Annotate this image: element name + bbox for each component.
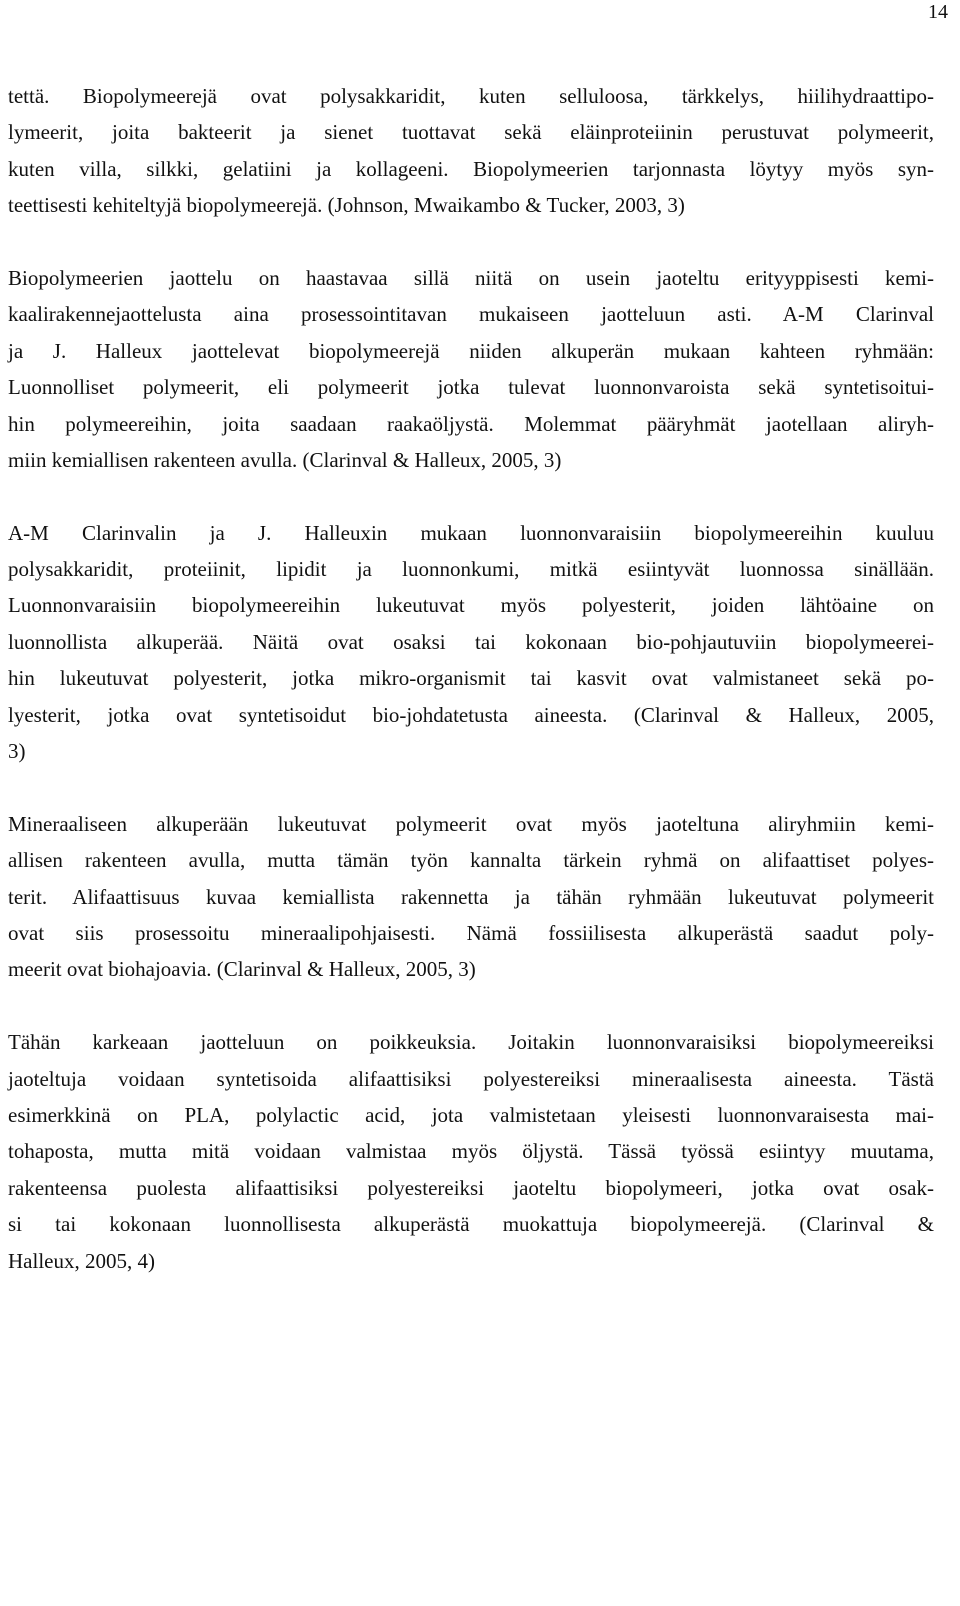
text-line: miin kemiallisen rakenteen avulla. (Clarinval & Halleux, 2005, 3) <box>8 447 562 472</box>
text-line: kaalirakennejaottelusta aina prosessointitavan mukaiseen jaotteluun asti. A-M Clarinval <box>8 302 934 327</box>
text-line: Mineraaliseen alkuperään lukeutuvat polymeerit ovat myös jaoteltuna aliryhmiin kemi- <box>8 811 934 836</box>
text-line: Tähän karkeaan jaotteluun on poikkeuksia. Joitakin luonnonvaraisiksi biopolymeereiksi <box>8 1030 934 1055</box>
text-line: ovat siis prosessoitu mineraalipohjaisesti. Nämä fossiilisesta alkuperästä saadut poly- <box>8 920 934 945</box>
text-line: allisen rakenteen avulla, mutta tämän työn kannalta tärkein ryhmä on alifaattiset polyes- <box>8 848 934 873</box>
document-body <box>8 78 934 1279</box>
paragraph-gap <box>8 988 934 1024</box>
paragraph-3 <box>8 515 934 770</box>
text-line: Halleux, 2005, 4) <box>8 1248 155 1273</box>
paragraph-gap <box>8 478 934 514</box>
text-line: A-M Clarinvalin ja J. Halleuxin mukaan luonnonvaraisiin biopolymeereihin kuuluu <box>8 520 934 545</box>
text-line: lymeerit, joita bakteerit ja sienet tuottavat sekä eläinproteiinin perustuvat polymeerit, <box>8 120 934 145</box>
paragraph-4 <box>8 806 934 988</box>
text-line: tettä. Biopolymeerejä ovat polysakkaridit, kuten selluloosa, tärkkelys, hiilihydraattipo- <box>8 84 934 108</box>
text-line: si tai kokonaan luonnollisesta alkuperästä muokattuja biopolymeerejä. (Clarinval & <box>8 1212 934 1237</box>
text-line: terit. Alifaattisuus kuvaa kemiallista rakennetta ja tähän ryhmään lukeutuvat polymeerit <box>8 884 934 909</box>
text-line: polysakkaridit, proteiinit, lipidit ja luonnonkumi, mitkä esiintyvät luonnossa sinällään. <box>8 557 934 582</box>
text-line: kuten villa, silkki, gelatiini ja kollageeni. Biopolymeerien tarjonnasta löytyy myös syn- <box>8 156 934 181</box>
page-number: 14 <box>928 1 948 23</box>
text-line: Biopolymeerien jaottelu on haastavaa sillä niitä on usein jaoteltu erityyppisesti kemi- <box>8 265 934 290</box>
text-line: jaoteltuja voidaan syntetisoida alifaattisiksi polyestereiksi mineraalisesta aineesta. Tästä <box>8 1066 934 1091</box>
paragraph-gap <box>8 769 934 805</box>
text-line: 3) <box>8 739 26 764</box>
text-line: tohaposta, mutta mitä voidaan valmistaa myös öljystä. Tässä työssä esiintyy muutama, <box>8 1139 934 1164</box>
text-line: Luonnonvaraisiin biopolymeereihin lukeutuvat myös polyesterit, joiden lähtöaine on <box>8 593 934 618</box>
text-line: hin polymeereihin, joita saadaan raakaöljystä. Molemmat pääryhmät jaotellaan aliryh- <box>8 411 934 436</box>
text-line: Luonnolliset polymeerit, eli polymeerit jotka tulevat luonnonvaroista sekä syntetisoitui- <box>8 375 934 400</box>
text-line: meerit ovat biohajoavia. (Clarinval & Halleux, 2005, 3) <box>8 957 476 982</box>
paragraph-5 <box>8 1024 934 1279</box>
text-line: hin lukeutuvat polyesterit, jotka mikro-organismit tai kasvit ovat valmistaneet sekä po- <box>8 666 934 691</box>
paragraph-1 <box>8 78 934 224</box>
paragraph-gap <box>8 224 934 260</box>
text-line: ja J. Halleux jaottelevat biopolymeerejä niiden alkuperän mukaan kahteen ryhmään: <box>8 338 934 363</box>
text-line: lyesterit, jotka ovat syntetisoidut bio-johdatetusta aineesta. (Clarinval & Halleux, 2005, <box>8 702 934 727</box>
text-line: teettisesti kehiteltyjä biopolymeerejä. (Johnson, Mwaikambo & Tucker, 2003, 3) <box>8 193 685 218</box>
text-line: rakenteensa puolesta alifaattisiksi polyestereiksi jaoteltu biopolymeeri, jotka ovat osak- <box>8 1175 934 1200</box>
text-line: luonnollista alkuperää. Näitä ovat osaksi tai kokonaan bio-pohjautuviin biopolymeerei- <box>8 629 934 654</box>
text-line: esimerkkinä on PLA, polylactic acid, jota valmistetaan yleisesti luonnonvaraisesta mai- <box>8 1102 934 1127</box>
paragraph-2 <box>8 260 934 478</box>
